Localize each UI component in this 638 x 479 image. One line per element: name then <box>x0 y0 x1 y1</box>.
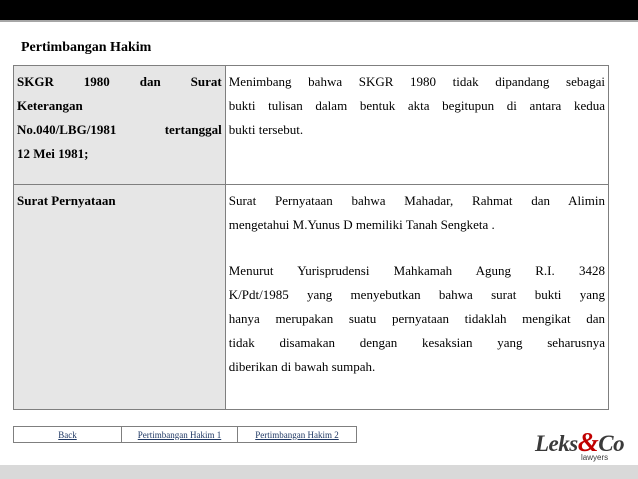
evidence-line: Keterangan <box>17 98 83 113</box>
top-bar-divider <box>0 20 638 22</box>
top-bar <box>0 0 638 20</box>
consideration-line: bukti tulisan dalam bentuk akta begitupun di antara kedua <box>228 98 605 113</box>
table-row <box>14 66 609 185</box>
pertimbangan-hakim-1-link[interactable]: Pertimbangan Hakim 1 <box>122 427 238 442</box>
logo-part1: Leks <box>535 431 578 456</box>
pertimbangan-hakim-2-link[interactable]: Pertimbangan Hakim 2 <box>255 429 339 440</box>
consideration-line: hanya merupakan suatu pernyataan tidaklah mengikat dan <box>228 311 605 326</box>
evidence-table <box>13 65 609 410</box>
evidence-line: No.040/LBG/1981 tertanggal <box>17 122 222 137</box>
logo-wordmark <box>535 427 624 458</box>
consideration-line: mengetahui M.Yunus D memiliki Tanah Sengketa . <box>228 217 495 232</box>
logo-part2: Co <box>598 431 625 456</box>
evidence-cell <box>14 66 226 185</box>
evidence-line: 12 Mei 1981; <box>17 146 89 161</box>
consideration-line: Menurut Yurisprudensi Mahkamah Agung R.I. 3428 <box>228 263 605 278</box>
evidence-cell <box>14 185 226 410</box>
evidence-line: Surat Pernyataan <box>17 193 116 208</box>
logo-ampersand: & <box>577 427 599 457</box>
table-row <box>14 185 609 410</box>
navigation-bar <box>13 426 357 443</box>
consideration-line: Surat Pernyataan bahwa Mahadar, Rahmat dan Alimin <box>228 193 605 208</box>
consideration-line: tidak disamakan dengan kesaksian yang seharusnya <box>228 335 605 350</box>
back-link[interactable]: Back <box>14 427 122 442</box>
page-title: Pertimbangan Hakim <box>21 40 152 55</box>
consideration-cell <box>225 185 608 410</box>
logo-subtitle: lawyers <box>581 453 609 462</box>
consideration-cell <box>225 66 608 185</box>
consideration-line: diberikan di bawah sumpah. <box>228 359 376 374</box>
evidence-line: SKGR 1980 dan Surat <box>17 74 222 89</box>
paragraph-spacer <box>229 237 605 259</box>
bottom-bar <box>0 465 638 479</box>
consideration-line: bukti tersebut. <box>228 122 304 137</box>
consideration-line: K/Pdt/1985 yang menyebutkan bahwa surat bukti yang <box>228 287 605 302</box>
leks-co-logo <box>535 423 625 465</box>
consideration-line: Menimbang bahwa SKGR 1980 tidak dipandang sebagai <box>228 74 605 89</box>
